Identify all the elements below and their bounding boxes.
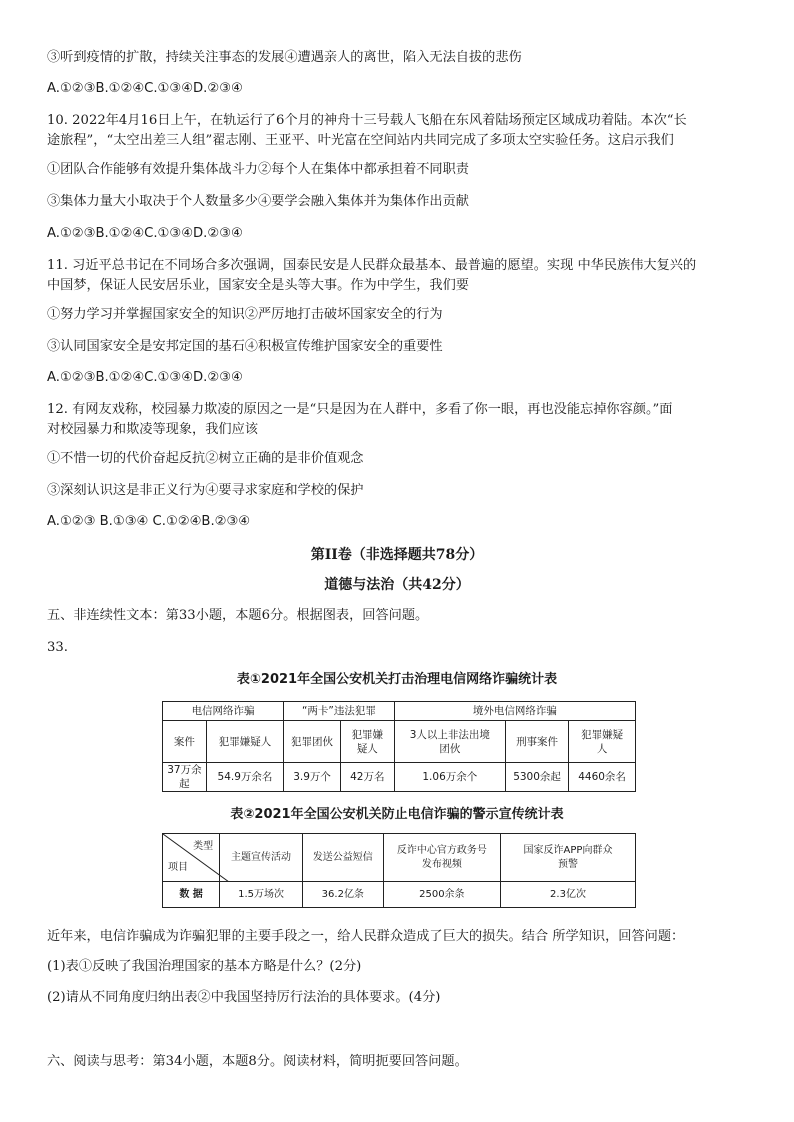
table1-cell-criminal-cases: 5300余起 (505, 763, 568, 792)
table2-cell-videos: 2500余条 (383, 882, 500, 908)
table1-header-cases: 案件 (163, 721, 207, 763)
table1-title: 表①2021年全国公安机关打击治理电信网络诈骗统计表 (236, 672, 558, 687)
part5-heading: 五、非连续性文本：第33小题，本题6分。根据图表，回答问题。 (47, 608, 429, 623)
q10-options-3-4: ③集体力量大小取决于个人数量多少④要学会融入集体并为集体作出贡献 (47, 194, 469, 209)
table1-cell-gangs: 3.9万个 (284, 763, 341, 792)
table2-header-app-alerts: 国家反诈APP向群众预警 (501, 834, 636, 882)
table2-cell-app-alerts: 2.3亿次 (501, 882, 636, 908)
q10-answer-choices: A.①②③B.①②④C.①③④D.②③④ (47, 226, 243, 241)
table2-cell-campaigns: 1.5万场次 (220, 882, 303, 908)
q10-stem-line2: 途旅程”，“太空出差三人组”翟志刚、王亚平、叶光富在空间站内共同完成了多项太空实验任务。这启示我们 (47, 133, 674, 148)
table1-group-telecom-fraud: 电信网络诈骗 (163, 702, 284, 721)
section-title: 第II卷（非选择题共78分） (310, 547, 484, 563)
q11-options-3-4: ③认同国家安全是安邦定国的基石④积极宣传维护国家安全的重要性 (47, 339, 443, 354)
table1 (162, 701, 636, 792)
table1-header-suspects: 犯罪嫌疑人 (206, 721, 283, 763)
part6-heading: 六、阅读与思考：第34小题，本题8分。阅读材料，简明扼要回答问题。 (47, 1054, 468, 1069)
q11-answer-choices: A.①②③B.①②④C.①③④D.②③④ (47, 370, 243, 385)
table1-header-suspects-3: 犯罪嫌疑人 (569, 721, 636, 763)
table1-header-gangs: 犯罪团伙 (284, 721, 341, 763)
table2-cell-sms: 36.2亿条 (302, 882, 383, 908)
q11-stem-line1: 11. 习近平总书记在不同场合多次强调，国泰民安是人民群众最基本、最普遍的愿望。实现 中华民族伟大复兴的 (47, 258, 697, 273)
q33-subquestion-1: (1)表①反映了我国治理国家的基本方略是什么？(2分) (47, 959, 362, 974)
table2-corner-cell (163, 834, 220, 882)
table1-header-criminal-cases: 刑事案件 (505, 721, 568, 763)
table1-cell-cases: 37万余起 (163, 763, 207, 792)
q12-options-3-4: ③深刻认识这是非正义行为④要寻求家庭和学校的保护 (47, 483, 364, 498)
table2-corner-item: 项目 (168, 862, 188, 873)
q11-stem-line2: 中国梦，保证人民安居乐业，国家安全是头等大事。作为中学生，我们要 (47, 278, 469, 293)
table1-cell-exit-gangs: 1.06万余个 (394, 763, 505, 792)
q33-intro: 近年来，电信诈骗成为诈骗犯罪的主要手段之一，给人民群众造成了巨大的损失。结合 所学知识，回答问题： (47, 929, 685, 944)
q12-stem-line1: 12. 有网友戏称，校园暴力欺凌的原因之一是“只是因为在人群中，多看了你一眼，再也没能忘掉你容颜。”面 (47, 402, 673, 417)
table2-header-sms: 发送公益短信 (302, 834, 383, 882)
q10-options-1-2: ①团队合作能够有效提升集体战斗力②每个人在集体中都承担着不同职责 (47, 162, 469, 177)
table1-header-suspects-2: 犯罪嫌疑人 (340, 721, 394, 763)
q33-number: 33. (47, 640, 68, 655)
table1-cell-suspects-2: 42万名 (340, 763, 394, 792)
table2-corner-type: 类型 (193, 841, 214, 852)
q10-stem-line1: 10. 2022年4月16日上午，在轨运行了6个月的神舟十三号载人飞船在东风着陆场预定区域成功着陆。本次“长 (47, 113, 687, 128)
q9-answer-choices: A.①②③B.①②④C.①③④D.②③④ (47, 81, 243, 96)
q12-answer-choices: A.①②③ B.①③④ C.①②④B.②③④ (47, 514, 251, 529)
subsection-title: 道德与法治（共42分） (324, 577, 470, 593)
q12-options-1-2: ①不惜一切的代价奋起反抗②树立正确的是非价值观念 (47, 451, 364, 466)
q9-options-3-4: ③听到疫情的扩散，持续关注事态的发展④遭遇亲人的离世，陷入无法自拔的悲伤 (47, 50, 522, 65)
q33-subquestion-2: (2)请从不同角度归纳出表②中我国坚持厉行法治的具体要求。(4分) (47, 990, 441, 1005)
table1-group-overseas: 境外电信网络诈骗 (394, 702, 635, 721)
table2 (162, 833, 636, 908)
table2-title: 表②2021年全国公安机关防止电信诈骗的警示宣传统计表 (230, 807, 564, 822)
table1-cell-suspects: 54.9万余名 (206, 763, 283, 792)
q12-stem-line2: 对校园暴力和欺凌等现象，我们应该 (47, 422, 258, 437)
table1-group-two-cards: “两卡”违法犯罪 (284, 702, 395, 721)
q11-options-1-2: ①努力学习并掌握国家安全的知识②严厉地打击破坏国家安全的行为 (47, 307, 443, 322)
table1-header-exit-gangs: 3人以上非法出境团伙 (394, 721, 505, 763)
table1-cell-suspects-3: 4460余名 (569, 763, 636, 792)
table2-row-label: 数 据 (163, 882, 220, 908)
table2-header-campaigns: 主题宣传活动 (220, 834, 303, 882)
table2-header-videos: 反诈中心官方政务号发布视频 (383, 834, 500, 882)
